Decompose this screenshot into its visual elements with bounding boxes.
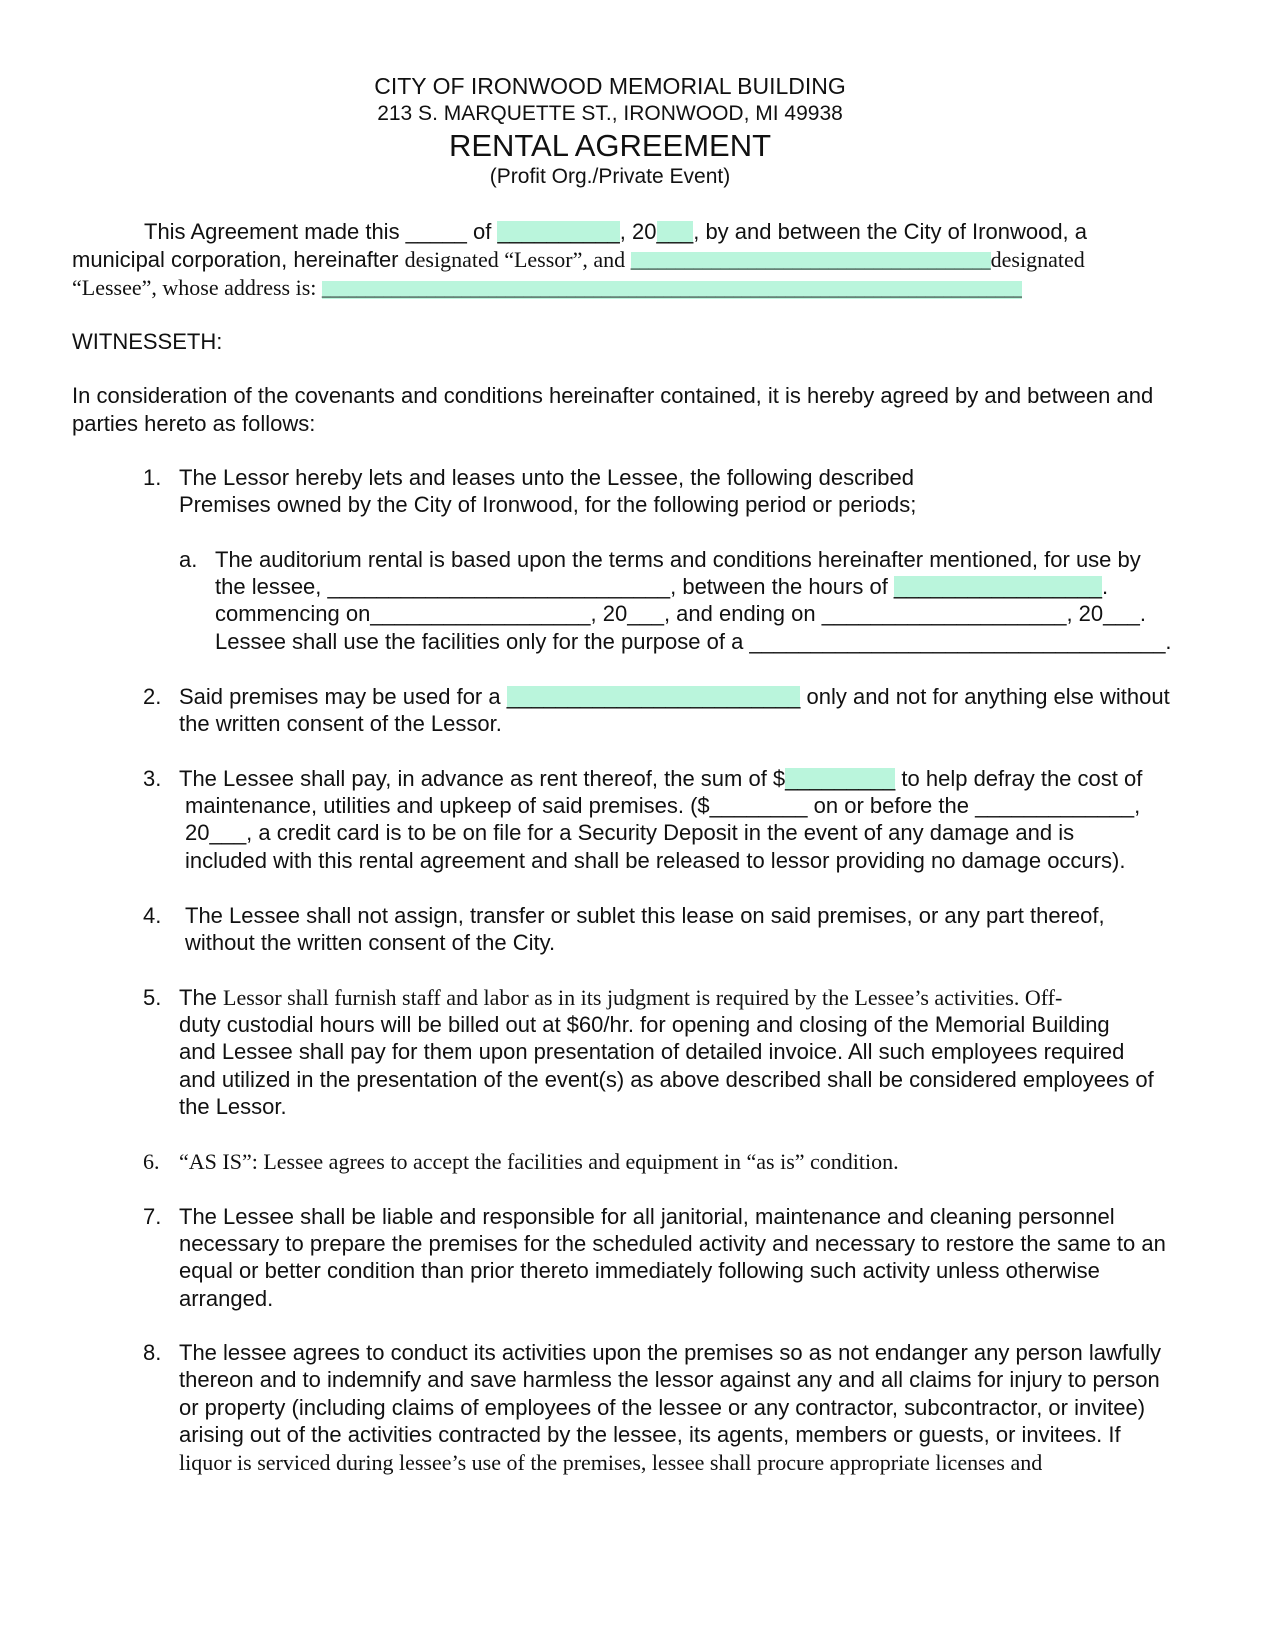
item-letter: a.	[179, 547, 198, 572]
item-8-line-1: The lessee agrees to conduct its activities upon the premises so as not endanger any person lawfully	[179, 1340, 1161, 1365]
item-2-line-1	[179, 686, 1170, 708]
item-7-line-1: The Lessee shall be liable and responsible for all janitorial, maintenance and cleaning personnel	[179, 1204, 1115, 1229]
item-4-line-1: The Lessee shall not assign, transfer or sublet this lease on said premises, or any part thereof,	[185, 903, 1105, 928]
intro-text: designated	[990, 247, 1085, 272]
page-subtitle: (Profit Org./Private Event)	[489, 165, 731, 188]
item-3-line-3: 20___, a credit card is to be on file for a Security Deposit in the event of any damage and is	[185, 820, 1075, 845]
item-6-line-1: “AS IS”: Lessee agrees to accept the facilities and equipment in “as is” condition.	[179, 1149, 899, 1174]
intro-text: municipal corporation, hereinafter	[72, 247, 405, 272]
intro-text: , by and between the City of Ironwood, a	[693, 219, 1088, 244]
use-purpose-field[interactable]: ________________________	[506, 684, 801, 709]
intro-line-1	[144, 221, 1087, 243]
month-field[interactable]: __________	[497, 219, 620, 244]
item-8-line-2: thereon and to indemnify and save harmless the lessor against any and all claims for injury to person	[179, 1367, 1160, 1392]
item-2-line-2: the written consent of the Lessor.	[179, 711, 502, 736]
item-5-line-3: and Lessee shall pay for them upon presentation of detailed invoice. All such employees required	[179, 1039, 1125, 1064]
intro-text: This Agreement made this _____ of	[144, 219, 498, 244]
org-address: 213 S. MARQUETTE ST., IRONWOOD, MI 49938	[377, 102, 843, 125]
item-number: 4.	[143, 903, 162, 928]
intro-line-3	[72, 277, 1022, 299]
item-a-text: .	[1101, 574, 1109, 599]
rent-amount-field[interactable]: _________	[785, 766, 896, 791]
item-number: 1.	[143, 465, 162, 490]
item-2-text: only and not for anything else without	[800, 684, 1170, 709]
item-7-line-4: arranged.	[179, 1286, 274, 1311]
item-8-line-5: liquor is serviced during lessee’s use of the premises, lessee shall procure appropriate licenses and	[179, 1450, 1043, 1475]
item-7-line-3: equal or better condition than prior thereto immediately following such activity unless otherwise	[179, 1258, 1100, 1283]
item-1-line-2: Premises owned by the City of Ironwood, for the following period or periods;	[179, 492, 917, 517]
item-number: 5.	[143, 985, 162, 1010]
intro-text: “Lessee”, whose address is:	[72, 275, 322, 300]
item-3-line-2: maintenance, utilities and upkeep of said premises. ($________ on or before the _____________,	[185, 793, 1141, 818]
item-5-line-1	[179, 987, 1062, 1009]
witnesseth-heading: WITNESSETH:	[72, 329, 223, 354]
item-3-line-1	[179, 768, 1142, 790]
item-number: 2.	[143, 684, 162, 709]
page-title: RENTAL AGREEMENT	[448, 128, 772, 163]
item-3-text: The Lessee shall pay, in advance as rent thereof, the sum of $	[179, 766, 786, 791]
consideration-line-1: In consideration of the covenants and conditions hereinafter contained, it is hereby agreed by and between and	[72, 383, 1154, 408]
consideration-line-2: parties hereto as follows:	[72, 411, 316, 436]
lessee-name-field[interactable]: ________________________________________	[630, 251, 991, 271]
intro-text: , 20	[619, 219, 657, 244]
intro-text: designated “Lessor”, and	[404, 247, 631, 272]
item-8-line-4: arising out of the activities contracted by the lessee, its agents, members or guests, or invitees. If	[179, 1422, 1121, 1447]
hours-field[interactable]: _________________	[893, 574, 1102, 599]
item-8-line-3: or property (including claims of employees of the lessee or any contractor, subcontractor, or invitee)	[179, 1395, 1146, 1420]
lessee-address-field[interactable]: ________________________________________________________________________________	[321, 279, 1022, 299]
item-5-line-5: the Lessor.	[179, 1094, 287, 1119]
item-number: 3.	[143, 766, 162, 791]
item-number: 7.	[143, 1204, 162, 1229]
item-1-line-1: The Lessor hereby lets and leases unto the Lessee, the following described	[179, 465, 915, 490]
item-a-line-2	[215, 576, 1108, 598]
item-5-text: The	[179, 985, 224, 1010]
item-a-line-4: Lessee shall use the facilities only for the purpose of a __________________________________.	[215, 629, 1172, 654]
item-7-line-2: necessary to prepare the premises for the scheduled activity and necessary to restore the same to an	[179, 1231, 1166, 1256]
item-a-line-1: The auditorium rental is based upon the terms and conditions hereinafter mentioned, for use by	[215, 547, 1141, 572]
item-3-text: to help defray the cost of	[895, 766, 1143, 791]
item-5-line-4: and utilized in the presentation of the event(s) as above described shall be considered employees of	[179, 1067, 1154, 1092]
year-field[interactable]: ___	[656, 219, 694, 244]
item-5-line-2: duty custodial hours will be billed out at $60/hr. for opening and closing of the Memorial Building	[179, 1012, 1110, 1037]
item-4-line-2: without the written consent of the City.	[185, 930, 556, 955]
item-number: 6.	[143, 1149, 160, 1174]
item-2-text: Said premises may be used for a	[179, 684, 507, 709]
item-number: 8.	[143, 1340, 162, 1365]
item-5-text: Lessor shall furnish staff and labor as in its judgment is required by the Lessee’s activities. Off-	[223, 985, 1063, 1010]
org-name: CITY OF IRONWOOD MEMORIAL BUILDING	[374, 73, 846, 99]
item-a-line-3: commencing on__________________, 20___, and ending on ____________________, 20___.	[215, 601, 1146, 626]
item-a-text: the lessee, ____________________________, between the hours of	[215, 574, 894, 599]
intro-line-2	[72, 249, 1085, 271]
item-3-line-4: included with this rental agreement and shall be released to lessor providing no damage occurs).	[185, 848, 1126, 873]
